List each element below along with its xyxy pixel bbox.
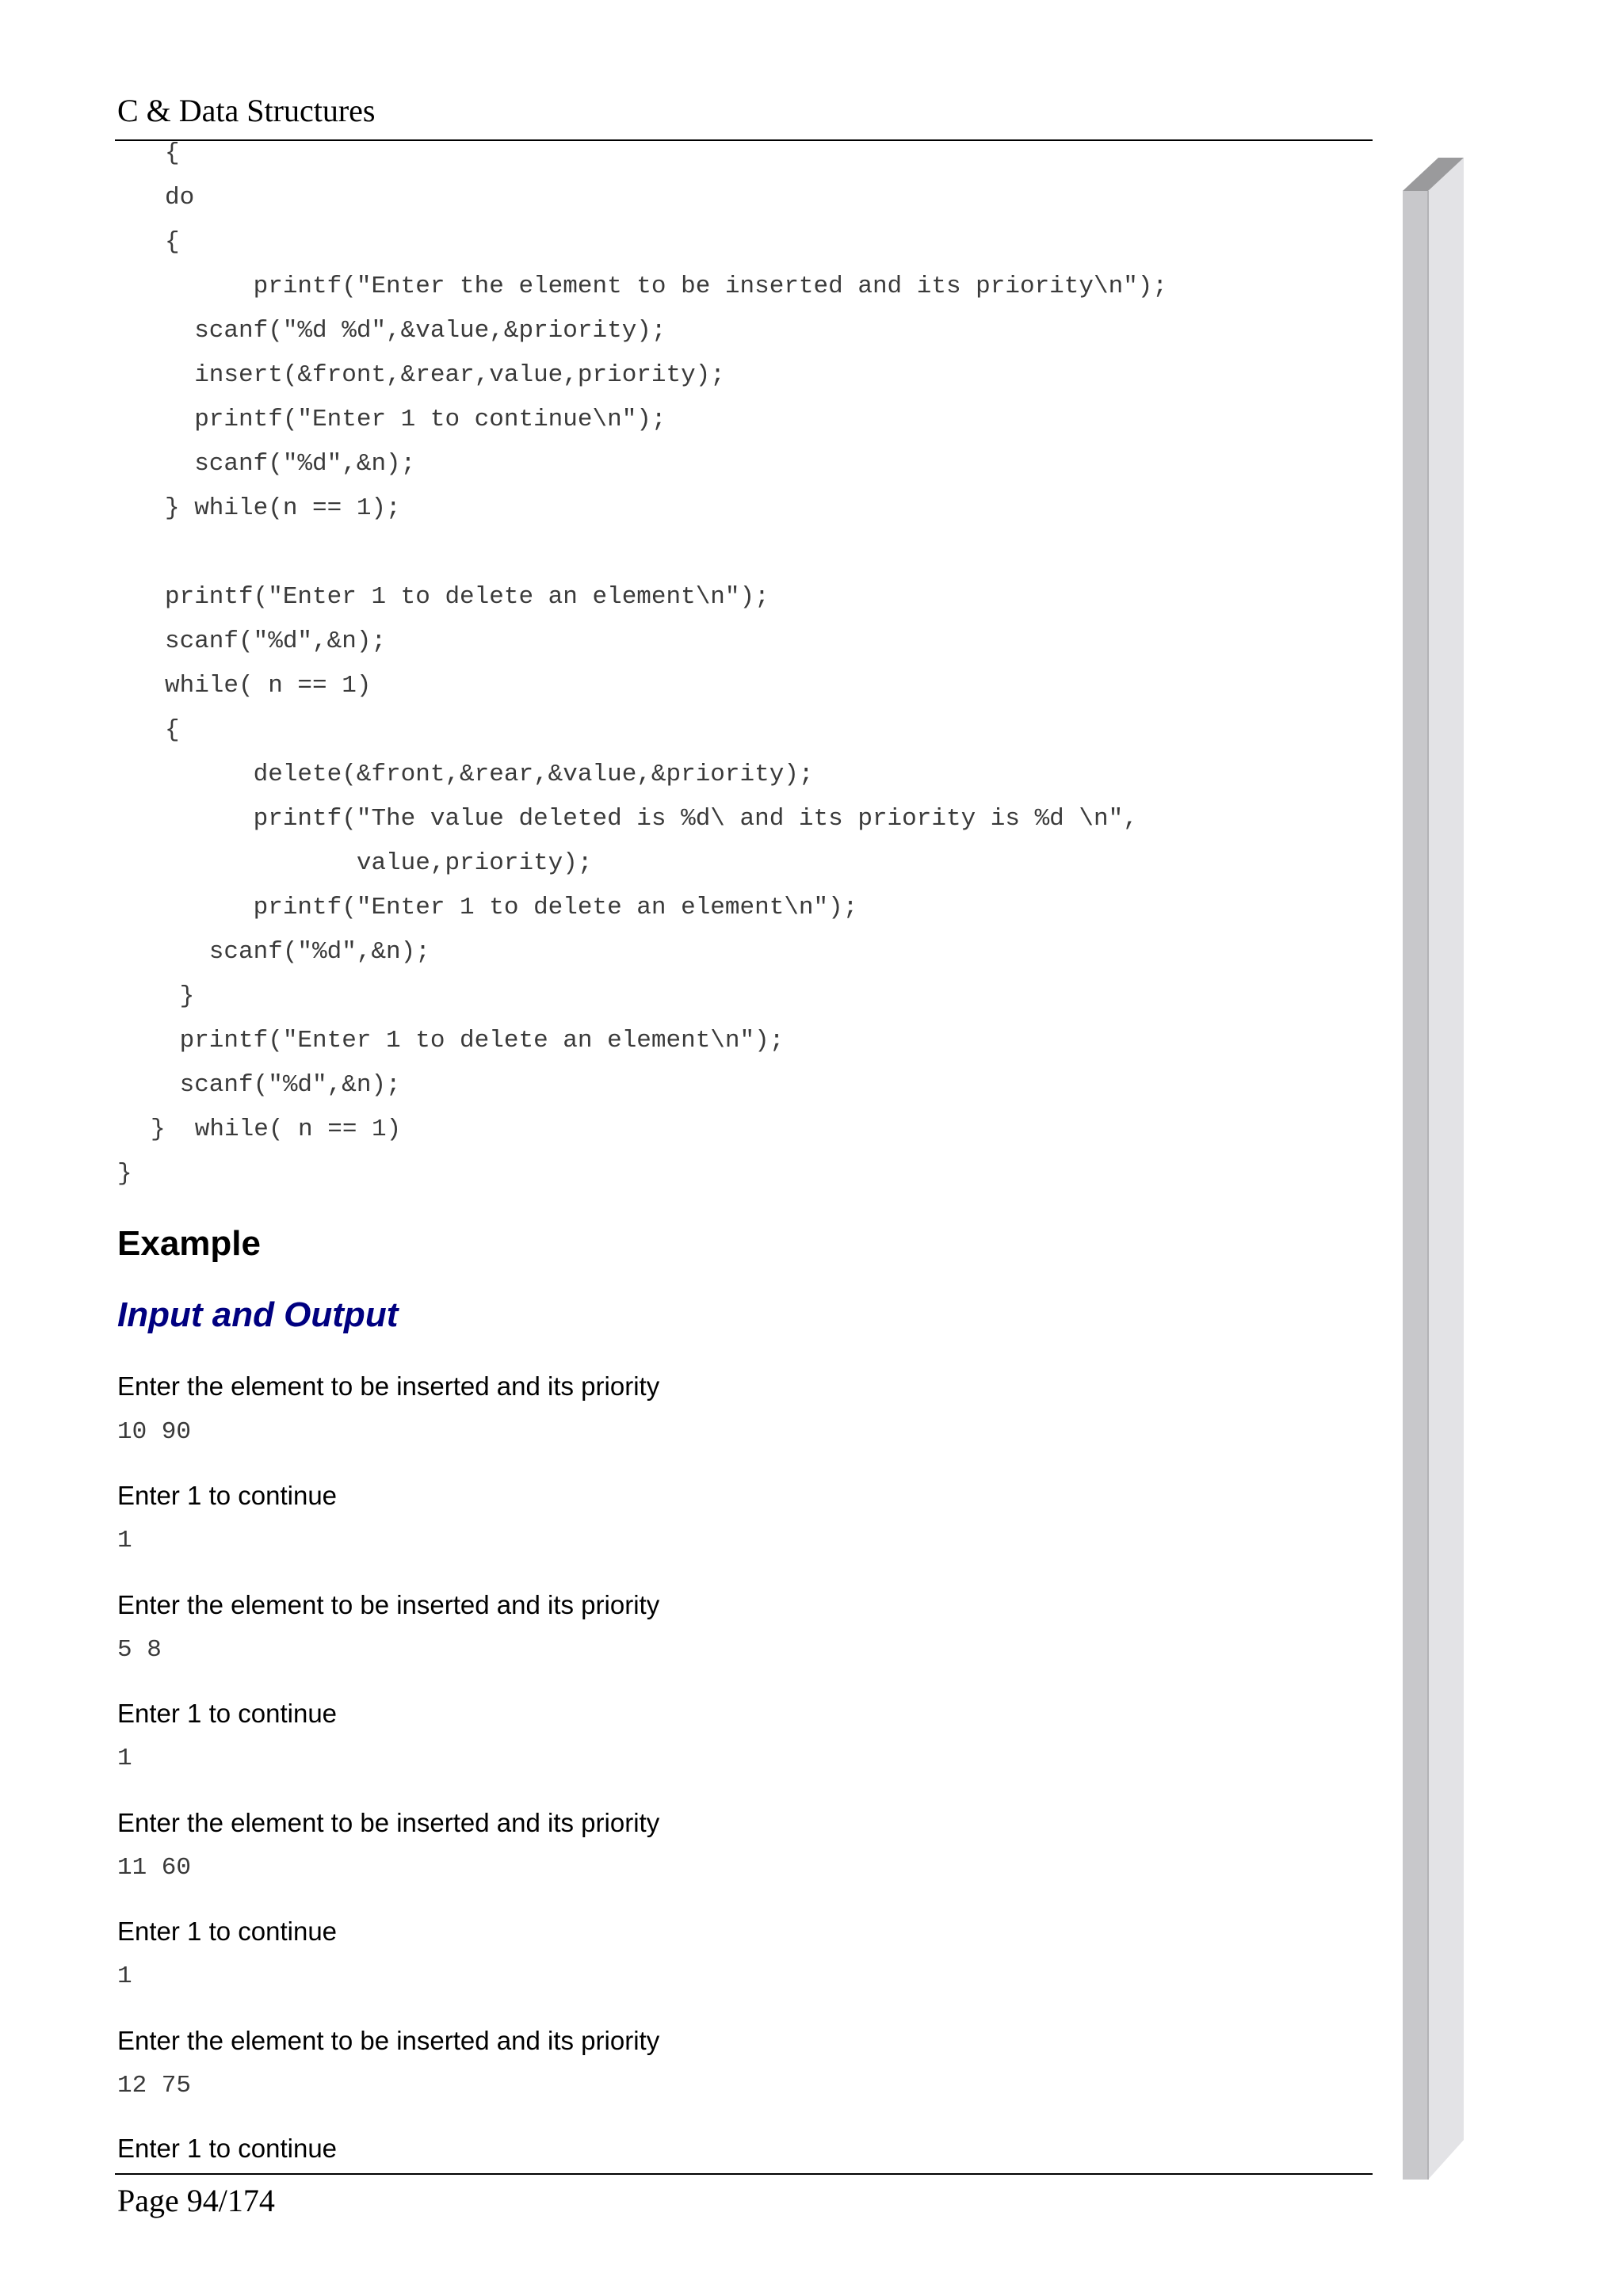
code-line: } while( n == 1) [151, 1116, 402, 1143]
io-value: 1 [117, 1527, 132, 1554]
header-rule [115, 139, 1373, 141]
code-line: printf("Enter 1 to delete an element\n"); [165, 1027, 785, 1055]
code-line: } [165, 982, 195, 1010]
code-line: scanf("%d",&n); [165, 1071, 401, 1099]
example-heading: Example [117, 1224, 261, 1263]
code-line: { [165, 228, 180, 256]
io-value: 1 [117, 1962, 132, 1990]
code-line: delete(&front,&rear,&value,&priority); [165, 761, 814, 788]
running-header: C & Data Structures [117, 93, 376, 128]
io-prompt: Enter the element to be inserted and its priority [117, 1371, 660, 1401]
code-line: insert(&front,&rear,value,priority); [165, 361, 725, 389]
code-line: scanf("%d %d",&value,&priority); [165, 317, 666, 345]
io-prompt: Enter 1 to continue [117, 1481, 338, 1510]
code-line: printf("The value deleted is %d\ and its priority is %d \n", [165, 805, 1138, 833]
code-line: } while(n == 1); [165, 494, 401, 522]
io-prompt: Enter 1 to continue [117, 1917, 338, 1946]
book-spine-decoration [1403, 155, 1466, 2180]
io-prompt: Enter the element to be inserted and its priority [117, 1590, 660, 1619]
io-value: 12 75 [117, 2072, 192, 2100]
io-prompt: Enter the element to be inserted and its priority [117, 2026, 660, 2055]
code-line: printf("Enter 1 to delete an element\n"); [165, 894, 858, 921]
code-line: scanf("%d",&n); [165, 938, 430, 966]
io-value: 10 90 [117, 1418, 192, 1446]
io-prompt: Enter 1 to continue [117, 2134, 338, 2163]
io-value: 1 [117, 1745, 132, 1772]
code-line: printf("Enter 1 to delete an element\n"); [165, 583, 769, 611]
code-line: printf("Enter 1 to continue\n"); [165, 406, 666, 433]
code-line: { [165, 716, 180, 744]
footer-rule [115, 2173, 1373, 2175]
code-line: while( n == 1) [165, 672, 372, 700]
io-value: 11 60 [117, 1854, 192, 1882]
code-line: scanf("%d",&n); [165, 627, 387, 655]
io-value: 5 8 [117, 1636, 162, 1664]
code-line: value,priority); [165, 849, 593, 877]
code-line: printf("Enter the element to be inserted and its priority\n"); [165, 273, 1168, 300]
io-prompt: Enter 1 to continue [117, 1699, 338, 1728]
code-line: } [117, 1160, 132, 1188]
code-line: scanf("%d",&n); [165, 450, 416, 478]
code-line: do [165, 184, 195, 212]
io-prompt: Enter the element to be inserted and its priority [117, 1808, 660, 1837]
input-output-heading: Input and Output [117, 1295, 399, 1334]
page-number: Page 94/174 [117, 2183, 275, 2218]
code-line: { [165, 139, 180, 167]
